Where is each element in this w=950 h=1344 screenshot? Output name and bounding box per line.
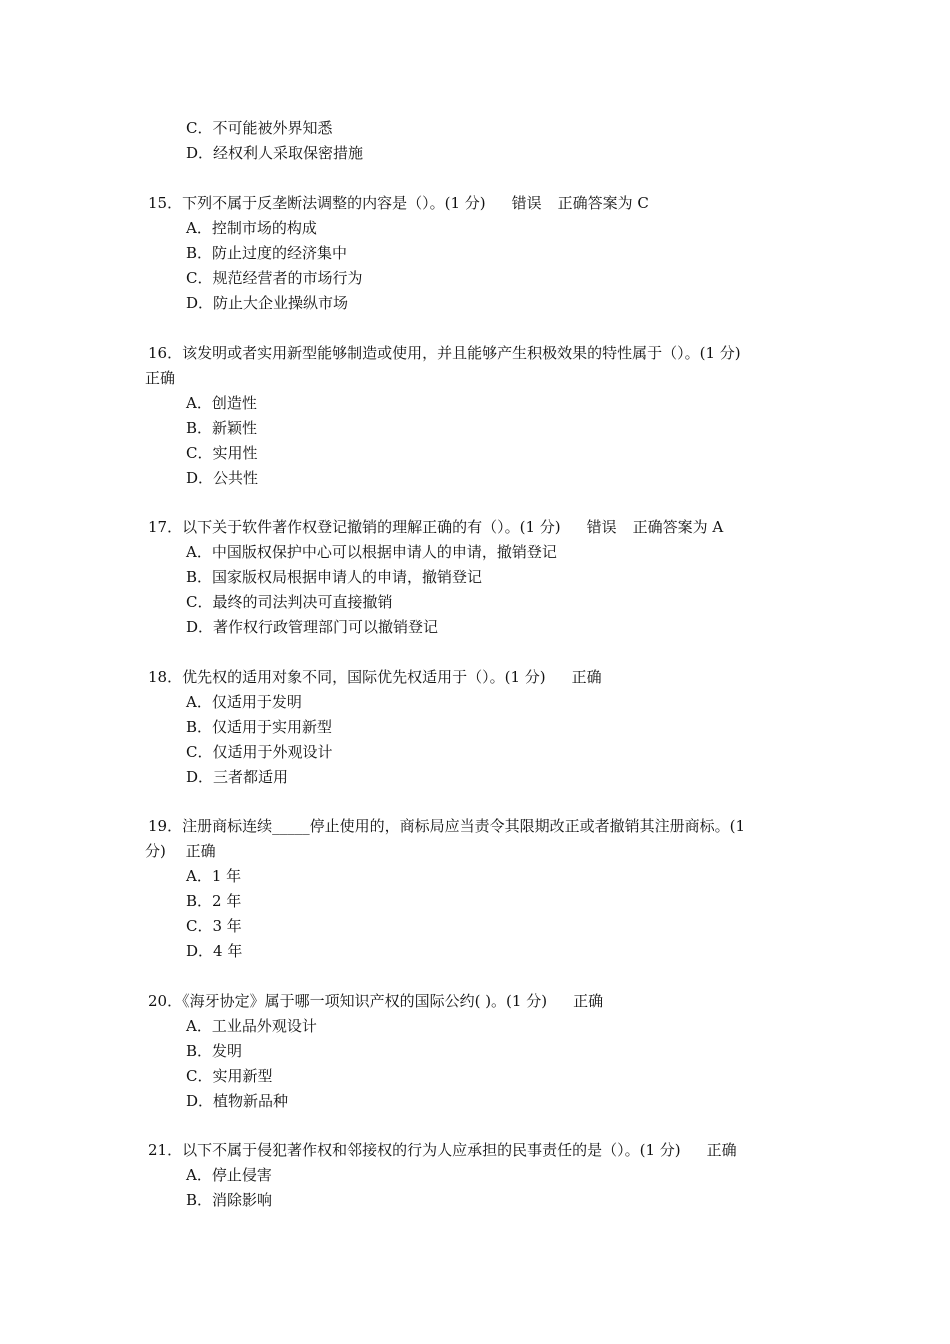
correct-answer: 正确答案为 A [632,518,724,536]
option-b: B．消除影响 [186,1191,273,1209]
option-c: C．最终的司法判决可直接撤销 [186,593,393,611]
option-c: C．规范经营者的市场行为 [186,269,363,287]
question-stem: 15．下列不属于反垄断法调整的内容是（）。(1 分) [148,194,486,212]
option-b: B．仅适用于实用新型 [186,718,333,736]
question-stem: 18．优先权的适用对象不同，国际优先权适用于（）。(1 分) [148,668,546,686]
option-b: B．2 年 [186,892,242,910]
question-stem: 17．以下关于软件著作权登记撤销的理解正确的有（）。(1 分) [148,518,561,536]
option-a: A．控制市场的构成 [186,219,317,237]
option-b: B．发明 [186,1042,243,1060]
option-a: A．停止侵害 [186,1166,272,1184]
correct-answer: 正确答案为 C [557,194,649,212]
option-a: A．1 年 [186,867,242,885]
question-21 [148,1140,737,1160]
option-c: C．实用性 [186,444,258,462]
result-label: 正确 [706,1141,737,1159]
option-d: D．公共性 [186,469,259,487]
option-b: B．防止过度的经济集中 [186,244,348,262]
question-18 [148,667,602,687]
option-c: C．仅适用于外观设计 [186,743,333,761]
question-15 [148,193,649,213]
option-a: A．仅适用于发明 [186,693,302,711]
option-b: B．新颖性 [186,419,258,437]
result-label: 错误 [586,518,617,536]
option-c: C．不可能被外界知悉 [186,119,333,137]
question-20 [148,991,603,1011]
question-stem: 20．《海牙协定》属于哪一项知识产权的国际公约( )。(1 分) [148,992,548,1010]
result-label: 错误 [511,194,542,212]
option-a: A．工业品外观设计 [186,1017,317,1035]
option-d: D．防止大企业操纵市场 [186,294,349,312]
option-c: C．3 年 [186,917,242,935]
question-17 [148,517,723,537]
question-19: 19．注册商标连续_____停止使用的，商标局应当责令其限期改正或者撤销其注册商标。(1 [148,817,745,835]
result-label: 正确 [571,668,602,686]
option-d: D．三者都适用 [186,768,289,786]
result-label: 正确 [573,992,604,1010]
option-d: D．4 年 [186,942,243,960]
option-d: D．经权利人采取保密措施 [186,144,364,162]
question-stem: 21．以下不属于侵犯著作权和邻接权的行为人应承担的民事责任的是（）。(1 分) [148,1141,681,1159]
option-a: A．创造性 [186,394,257,412]
option-d: D．著作权行政管理部门可以撤销登记 [186,618,439,636]
option-c: C．实用新型 [186,1067,273,1085]
option-b: B．国家版权局根据申请人的申请，撤销登记 [186,568,483,586]
option-a: A．中国版权保护中心可以根据申请人的申请，撤销登记 [186,543,557,561]
result-label: 正确 [145,369,176,387]
question-stem-continuation: 分) 正确 [145,842,216,860]
option-d: D．植物新品种 [186,1092,289,1110]
question-16: 16．该发明或者实用新型能够制造或使用，并且能够产生积极效果的特性属于（）。(1 分) [148,344,741,362]
